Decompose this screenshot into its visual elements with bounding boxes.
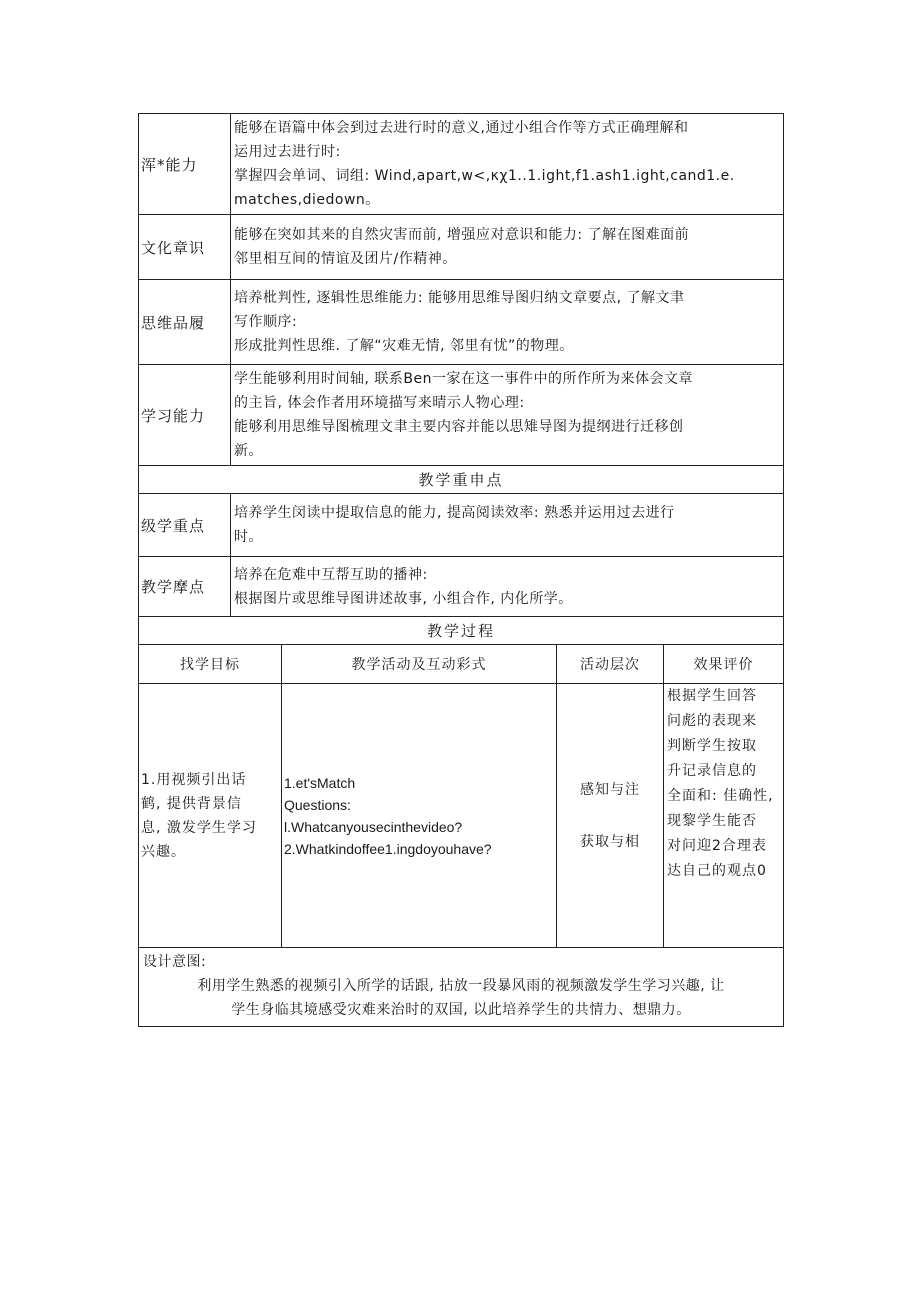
text-line: 学生身临其境感受灾难来治时的双国, 以此培养学生的共情力、想鼎力。 xyxy=(231,1002,691,1018)
text-line: 培养枇判性, 逐辑性思维能力: 能够用思维导图归纳文章要点, 了解文聿 xyxy=(234,290,685,306)
objective-text xyxy=(231,365,784,466)
text-line: 邻里相互间的情谊及团片/作精神。 xyxy=(234,251,457,267)
text-line: 能够在语篇中体会到过去进行时的意义,通过小组合作等方式正确理解和 xyxy=(234,120,689,136)
text-line: 对问迎2合理表 xyxy=(667,838,767,854)
text-line: 培养在危难中互帮互助的播神: xyxy=(234,566,428,583)
text-line: 写作顺序: xyxy=(234,314,298,330)
objective-row xyxy=(139,114,784,215)
text-line: 问彪的表现来 xyxy=(667,713,757,729)
text-line: 利用学生熟悉的视频引入所学的话跟, 拈放一段暴风雨的视频激发学生学习兴趣, 让 xyxy=(197,978,725,994)
header-evaluation: 效果评价 xyxy=(664,645,784,684)
focus-label: 级学重点 xyxy=(139,494,231,557)
objective-label: 思维品履 xyxy=(139,280,231,365)
text-line: 感知与注 xyxy=(580,781,640,798)
text-line: 升记录信息的 xyxy=(667,763,757,779)
text-line: 掌握四会单词、词组: Wind,apart,w<,κχ1..1.ight,f1.ash1.ight,cand1.e. xyxy=(234,168,735,184)
text-line: 运用过去进行时: xyxy=(234,144,341,160)
text-line: 时。 xyxy=(234,529,263,545)
header-level: 活动层次 xyxy=(557,645,664,684)
text-line: 1.et'sMatch xyxy=(284,774,356,791)
text-line: 判断学生按取 xyxy=(667,738,757,754)
lesson-plan-document xyxy=(138,113,783,1027)
design-intent xyxy=(139,948,784,1027)
header-activity: 教学活动及互动彩式 xyxy=(282,645,557,684)
process-row xyxy=(139,684,784,948)
focus-text xyxy=(231,557,784,617)
focus-row xyxy=(139,557,784,617)
objective-row xyxy=(139,280,784,365)
process-aim xyxy=(139,684,282,948)
text-line: 达自己的观点0 xyxy=(667,863,767,879)
design-intent-row xyxy=(139,948,784,1027)
text-line: 学生能够利用时间轴, 联系Ben一家在这一事件中的所作所为来体会文章 xyxy=(234,371,693,387)
text-line: 根据图片或思维导图讲述故事, 小组合作, 内化所学。 xyxy=(234,590,573,607)
text-line: 2.Whatkindoffee1.ingdoyouhave? xyxy=(284,840,492,857)
process-section-title: 教学过程 xyxy=(139,617,784,645)
text-line: 根据学生回答 xyxy=(667,688,757,704)
objective-text xyxy=(231,280,784,365)
process-header-row xyxy=(139,645,784,684)
objective-text xyxy=(231,114,784,215)
objective-row xyxy=(139,365,784,466)
text-line: 鹤, 提供背景信 xyxy=(141,795,242,812)
text-line: 的主旨, 体会作者用环境描写来晴示人物心理: xyxy=(234,395,525,411)
process-evaluation xyxy=(664,684,784,948)
focus-label: 教学摩点 xyxy=(139,557,231,617)
text-line: 新。 xyxy=(234,443,263,459)
process-level xyxy=(557,684,664,948)
text-line: 息, 激发学生学习 xyxy=(141,819,257,836)
lesson-plan-table xyxy=(138,113,784,1027)
objective-label: 浑*能力 xyxy=(139,114,231,215)
section-header-row xyxy=(139,617,784,645)
focus-text xyxy=(231,494,784,557)
header-aim: 找学目标 xyxy=(139,645,282,684)
objective-row xyxy=(139,215,784,280)
text-line: 能够利用思维导图梳理文聿主要内容并能以思雉导图为提纲进行迁移创 xyxy=(234,419,684,435)
objective-label: 学习能力 xyxy=(139,365,231,466)
focus-section-title: 教学重申点 xyxy=(139,466,784,494)
focus-row xyxy=(139,494,784,557)
design-intent-title: 设计意图: xyxy=(143,954,207,970)
objective-text xyxy=(231,215,784,280)
text-line: Questions: xyxy=(284,796,351,813)
text-line: 形成批判性思维. 了解“灾难无情, 邻里有忧”的物理。 xyxy=(234,338,574,354)
text-line: 现黎学生能否 xyxy=(667,813,757,829)
text-line: l.Whatcanyousecinthevideo? xyxy=(284,818,463,835)
text-line: matches,diedown。 xyxy=(234,192,380,208)
text-line: 全面和: 佳确性, xyxy=(667,788,774,804)
section-header-row xyxy=(139,466,784,494)
text-line: 1.用视频引出话 xyxy=(141,771,247,788)
text-line: 兴趣。 xyxy=(141,843,186,860)
text-line: 获取与相 xyxy=(580,833,640,850)
objective-label: 文化章识 xyxy=(139,215,231,280)
text-line: 能够在突如其来的自然灾害而前, 增强应对意识和能力: 了解在图难面前 xyxy=(234,227,690,243)
text-line: 培养学生闵读中提取信息的能力, 提高阅读效率: 熟悉并运用过去进行 xyxy=(234,505,675,521)
process-activity xyxy=(282,684,557,948)
